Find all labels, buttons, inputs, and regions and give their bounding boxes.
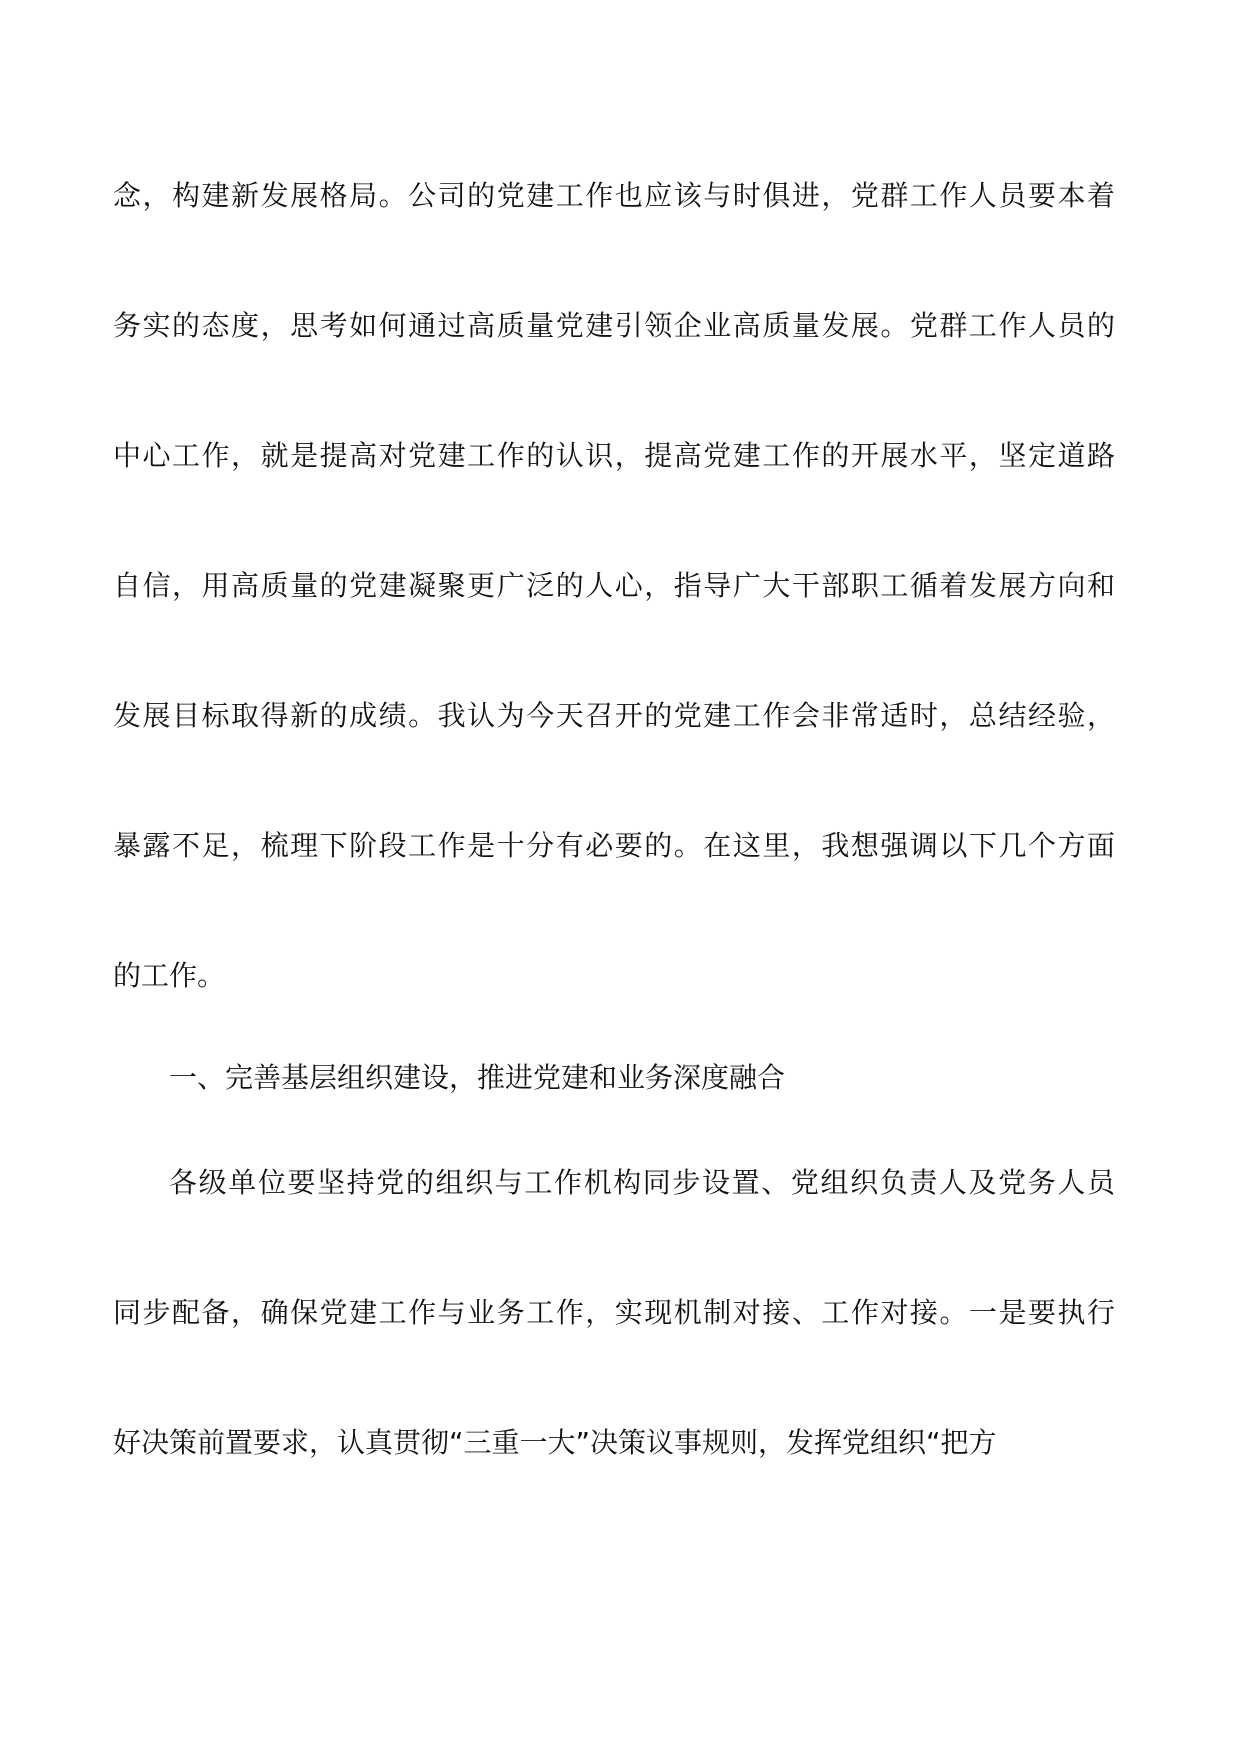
paragraph-1-line-5: 发展目标取得新的成绩。我认为今天召开的党建工作会非常适时，总结经验，: [113, 699, 1115, 732]
paragraph-1-line-1: 念，构建新发展格局。公司的党建工作也应该与时俱进，党群工作人员要本着: [113, 179, 1115, 212]
paragraph-2-line-3: 好决策前置要求，认真贯彻“三重一大”决策议事规则，发挥党组织“把方: [113, 1426, 997, 1459]
paragraph-1-line-6: 暴露不足，梳理下阶段工作是十分有必要的。在这里，我想强调以下几个方面: [113, 829, 1115, 862]
paragraph-1-line-4: 自信，用高质量的党建凝聚更广泛的人心，指导广大干部职工循着发展方向和: [113, 569, 1115, 602]
section-heading: 一、完善基层组织建设，推进党建和业务深度融合: [169, 1061, 786, 1094]
paragraph-1-line-2: 务实的态度，思考如何通过高质量党建引领企业高质量发展。党群工作人员的: [113, 309, 1115, 342]
paragraph-2-line-1: 各级单位要坚持党的组织与工作机构同步设置、党组织负责人及党务人员: [169, 1166, 1115, 1199]
paragraph-1-line-7: 的工作。: [113, 959, 226, 992]
paragraph-2-line-2: 同步配备，确保党建工作与业务工作，实现机制对接、工作对接。一是要执行: [113, 1296, 1115, 1329]
paragraph-1-line-3: 中心工作，就是提高对党建工作的认识，提高党建工作的开展水平，坚定道路: [113, 439, 1115, 472]
